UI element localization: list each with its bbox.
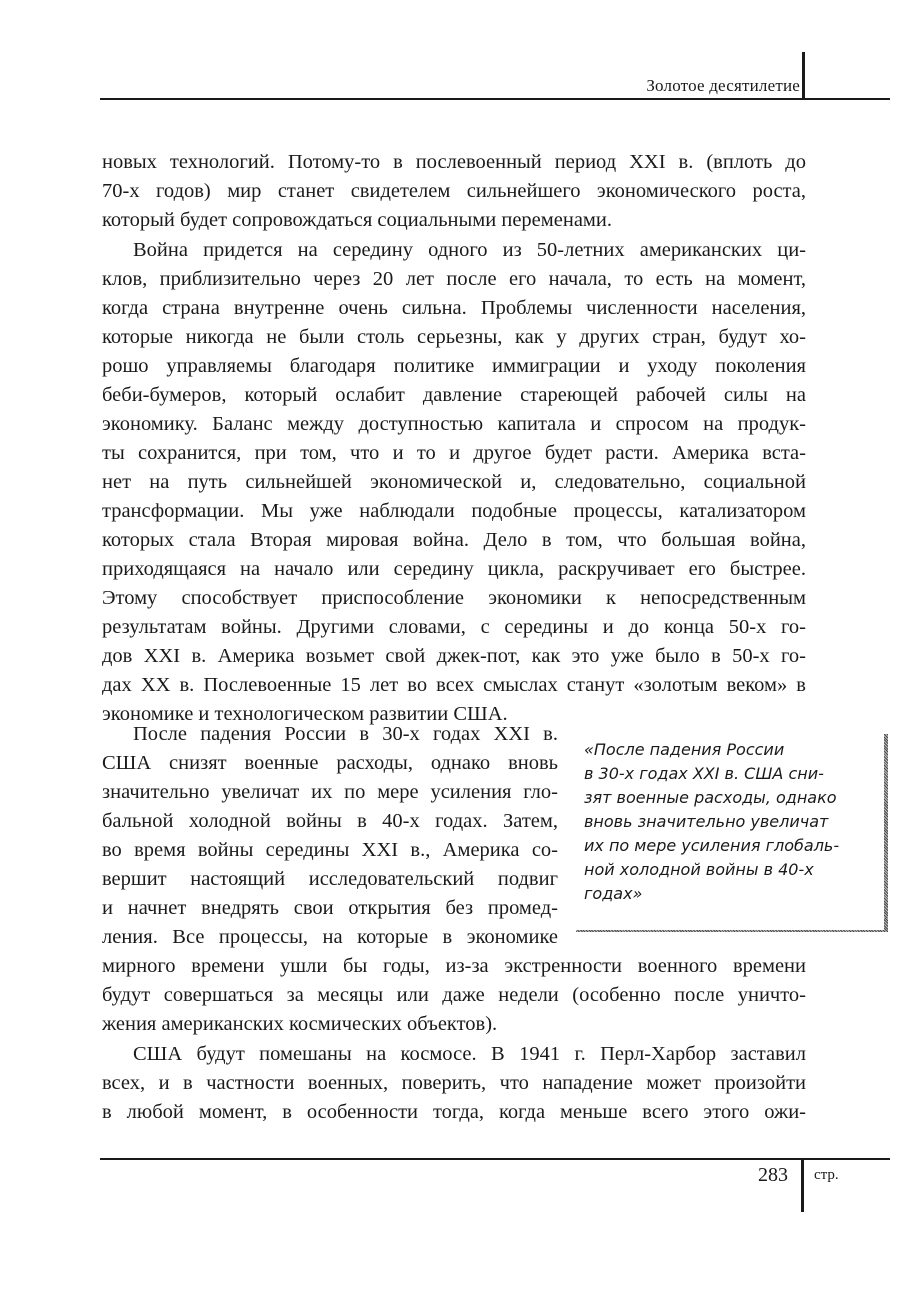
pullquote-line: ной холодной войны в 40-х (584, 860, 814, 879)
page-label: стр. (814, 1167, 839, 1183)
text-line: приходящаяся на начало или середину цикла, раскручивает его быстрее. (102, 558, 806, 580)
pullquote-text (584, 738, 854, 906)
text-line: когда страна внутренне очень сильна. Проблемы численности населения, (102, 297, 806, 319)
text-line: новых технологий. Потому-то в послевоенный период XXI в. (вплоть до (102, 151, 806, 173)
paragraph-3-narrow (102, 720, 558, 952)
text-line: После падения России в 30-х годах XXI в. (133, 723, 558, 745)
text-line: результатам войны. Другими словами, с середины и до конца 50-х го- (102, 616, 806, 638)
pullquote-line: годах» (584, 884, 643, 903)
header-vertical-rule (802, 52, 805, 100)
text-line: вершит настоящий исследовательский подвиг (102, 868, 558, 890)
text-line: Война придется на середину одного из 50-летних американских ци- (133, 239, 806, 261)
running-header-title: Золотое десятилетие (646, 76, 800, 95)
text-line: в любой момент, в особенности тогда, когда меньше всего этого ожи- (102, 1101, 806, 1123)
paragraph-3-continued (102, 952, 806, 1039)
text-line: ления. Все процессы, на которые в экономике (102, 926, 558, 948)
text-line: и начнет внедрять свои открытия без промед- (102, 897, 558, 919)
text-line: ты сохранится, при том, что и то и другое будет расти. Америка вста- (102, 442, 806, 464)
page-number: 283 (758, 1164, 788, 1186)
footer-vertical-rule (801, 1160, 804, 1212)
text-line: мирного времени ушли бы годы, из-за экстренности военного времени (102, 955, 806, 977)
text-line: США снизят военные расходы, однако вновь (102, 752, 558, 774)
text-line: трансформации. Мы уже наблюдали подобные процессы, катализатором (102, 500, 806, 522)
pullquote-line: их по мере усиления глобаль- (584, 836, 840, 855)
pullquote-line: в 30-х годах XXI в. США сни- (584, 764, 824, 783)
text-line: жения американских космических объектов). (102, 1013, 498, 1035)
text-line: рошо управляемы благодаря политике иммиграции и уходу поколения (102, 355, 806, 377)
pullquote-line: зят военные расходы, однако (584, 788, 837, 807)
text-line: нет на путь сильнейшей экономической и, следовательно, социальной (102, 471, 806, 493)
text-line: во время войны середины XXI в., Америка со- (102, 839, 558, 861)
footer-horizontal-rule (100, 1158, 890, 1160)
header-horizontal-rule (100, 98, 890, 100)
text-line: Этому способствует приспособление экономики к непосредственным (102, 587, 806, 609)
paragraph-2 (102, 236, 806, 729)
text-line: бальной холодной войны в 40-х годах. Затем, (102, 810, 558, 832)
text-line: 70-х годов) мир станет свидетелем сильнейшего экономического роста, (102, 180, 806, 202)
text-line: которых стала Вторая мировая война. Дело в том, что большая война, (102, 529, 806, 551)
text-line: будут совершаться за месяцы или даже недели (особенно после уничто- (102, 984, 806, 1006)
text-line: значительно увеличат их по мере усиления гло- (102, 781, 558, 803)
text-line: экономику. Баланс между доступностью капитала и спросом на продук- (102, 413, 806, 435)
text-line: дах XX в. Послевоенные 15 лет во всех смыслах станут «золотым веком» в (102, 674, 806, 696)
text-line: дов XXI в. Америка возьмет свой джек-пот, как это уже было в 50-х го- (102, 645, 806, 667)
text-line: экономике и технологическом развитии США. (102, 703, 508, 725)
pullquote-line: вновь значительно увеличат (584, 812, 829, 831)
text-line: которые никогда не были столь серьезны, как у других стран, будут хо- (102, 326, 806, 348)
text-line: беби-бумеров, который ослабит давление стареющей рабочей силы на (102, 384, 806, 406)
text-line: клов, приблизительно через 20 лет после его начала, то есть на момент, (102, 268, 806, 290)
paragraph-4 (102, 1040, 806, 1127)
text-line: который будет сопровождаться социальными переменами. (102, 209, 612, 231)
text-line: всех, и в частности военных, поверить, что нападение может произойти (102, 1072, 806, 1094)
pullquote-line: «После падения России (584, 740, 785, 759)
text-line: США будут помешаны на космосе. В 1941 г. Перл-Харбор заставил (133, 1043, 806, 1065)
paragraph-1 (102, 148, 806, 235)
